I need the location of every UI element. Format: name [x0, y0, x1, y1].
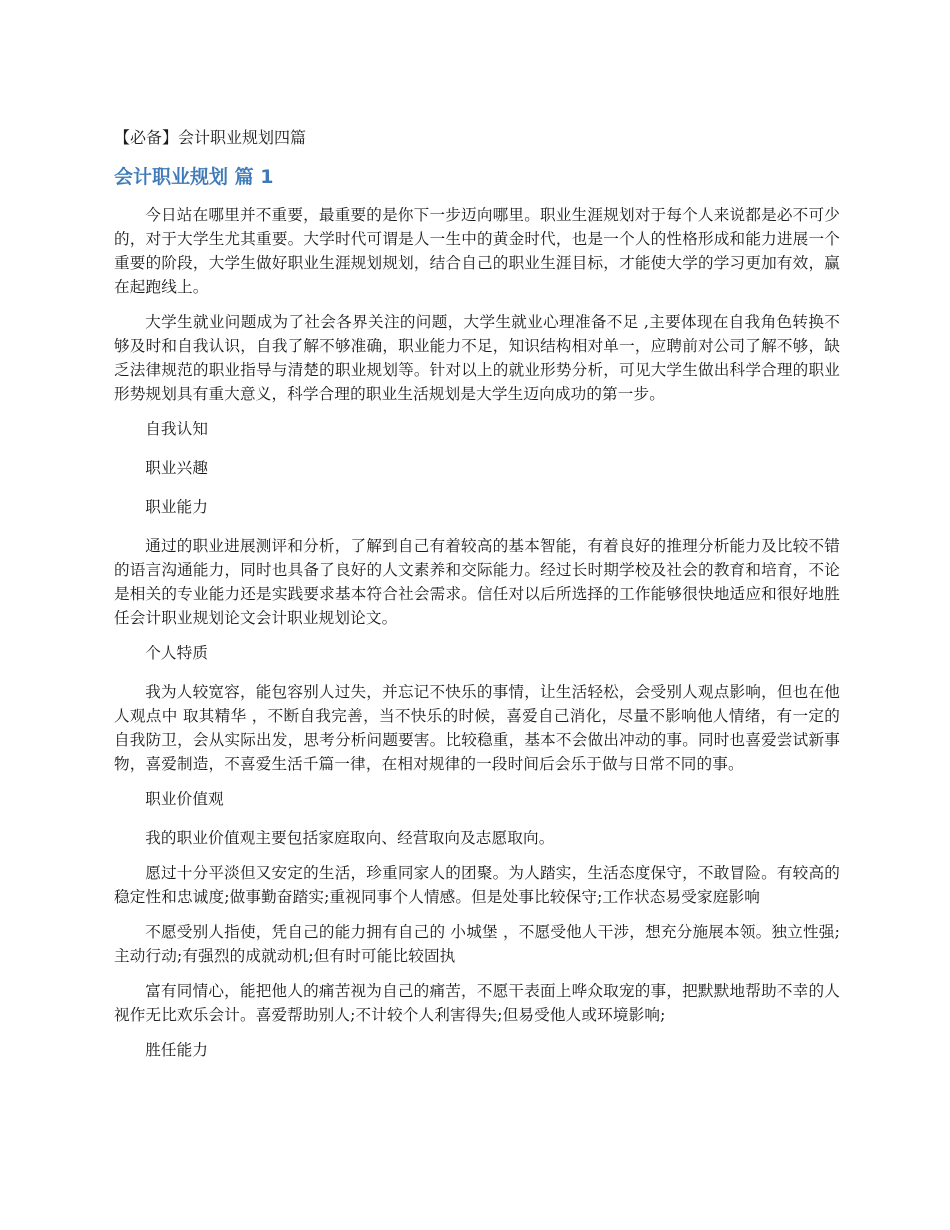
section-heading: 会计职业规划 篇 1 — [114, 166, 274, 188]
paragraph: 愿过十分平淡但又安定的生活，珍重同家人的团聚。为人踏实，生活态度保守，不敢冒险。有较高的稳定性和忠诚度;做事勤奋踏实;重视同事个人情感。但是处事比较保守;工作状态易受家庭影响 — [114, 864, 840, 906]
paragraph: 今日站在哪里并不重要，最重要的是你下一步迈向哪里。职业生涯规划对于每个人来说都是必不可少的，对于大学生尤其重要。大学时代可谓是人一生中的黄金时代，也是一个人的性格形成和能力进展一个重要的阶段，大学生做好职业生涯规划规划，结合自己的职业生涯目标，才能使大学的学习更加有效，赢在起跑线上。 — [114, 206, 840, 296]
subheading-competence: 胜任能力 — [145, 1041, 209, 1059]
paragraph: 大学生就业问题成为了社会各界关注的问题，大学生就业心理准备不足 ,主要体现在自我角色转换不够及时和自我认识，自我了解不够准确，职业能力不足，知识结构相对单一，应聘前对公司了解不够，缺乏法律规范的职业指导与清楚的职业规划等。针对以上的就业形势分析，可见大学生做出科学合理的职业形势规划具有重大意义，科学合理的职业生活规划是大学生迈向成功的第一步。 — [114, 313, 840, 403]
paragraph: 我的职业价值观主要包括家庭取向、经营取向及志愿取向。 — [145, 829, 555, 847]
subheading-self-awareness: 自我认知 — [145, 420, 209, 438]
subheading-career-ability: 职业能力 — [145, 498, 209, 516]
paragraph: 富有同情心，能把他人的痛苦视为自己的痛苦，不愿干表面上哗众取宠的事，把默默地帮助不幸的人视作无比欢乐会计。喜爱帮助别人;不计较个人利害得失;但易受他人或环境影响; — [114, 982, 840, 1024]
subheading-career-values: 职业价值观 — [145, 790, 224, 808]
paragraph: 通过的职业进展测评和分析，了解到自己有着较高的基本智能，有着良好的推理分析能力及比较不错的语言沟通能力，同时也具备了良好的人文素养和交际能力。经过长时期学校及社会的教育和培育，不论是相关的专业能力还是实践要求基本符合社会需求。信任对以后所选择的工作能够很快地适应和很好地胜任会计职业规划论文会计职业规划论文。 — [114, 537, 840, 627]
subheading-career-interest: 职业兴趣 — [145, 459, 209, 477]
subheading-personal-traits: 个人特质 — [145, 644, 209, 662]
paragraph: 不愿受别人指使，凭自己的能力拥有自己的 小城堡 ，不愿受他人干涉，想充分施展本领。独立性强;主动行动;有强烈的成就动机;但有时可能比较固执 — [114, 923, 840, 965]
document-body — [114, 203, 840, 1077]
document-title: 【必备】会计职业规划四篇 — [114, 128, 307, 147]
paragraph: 我为人较宽容，能包容别人过失，并忘记不快乐的事情，让生活轻松，会受别人观点影响，但也在他人观点中 取其精华 ，不断自我完善，当不快乐的时候，喜爱自己消化，尽量不影响他人情绪，有一定的自我防卫，会从实际出发，思考分析问题要害。比较稳重，基本不会做出冲动的事。同时也喜爱尝试新事物，喜爱制造，不喜爱生活千篇一律，在相对规律的一段时间后会乐于做与日常不同的事。 — [114, 683, 840, 773]
